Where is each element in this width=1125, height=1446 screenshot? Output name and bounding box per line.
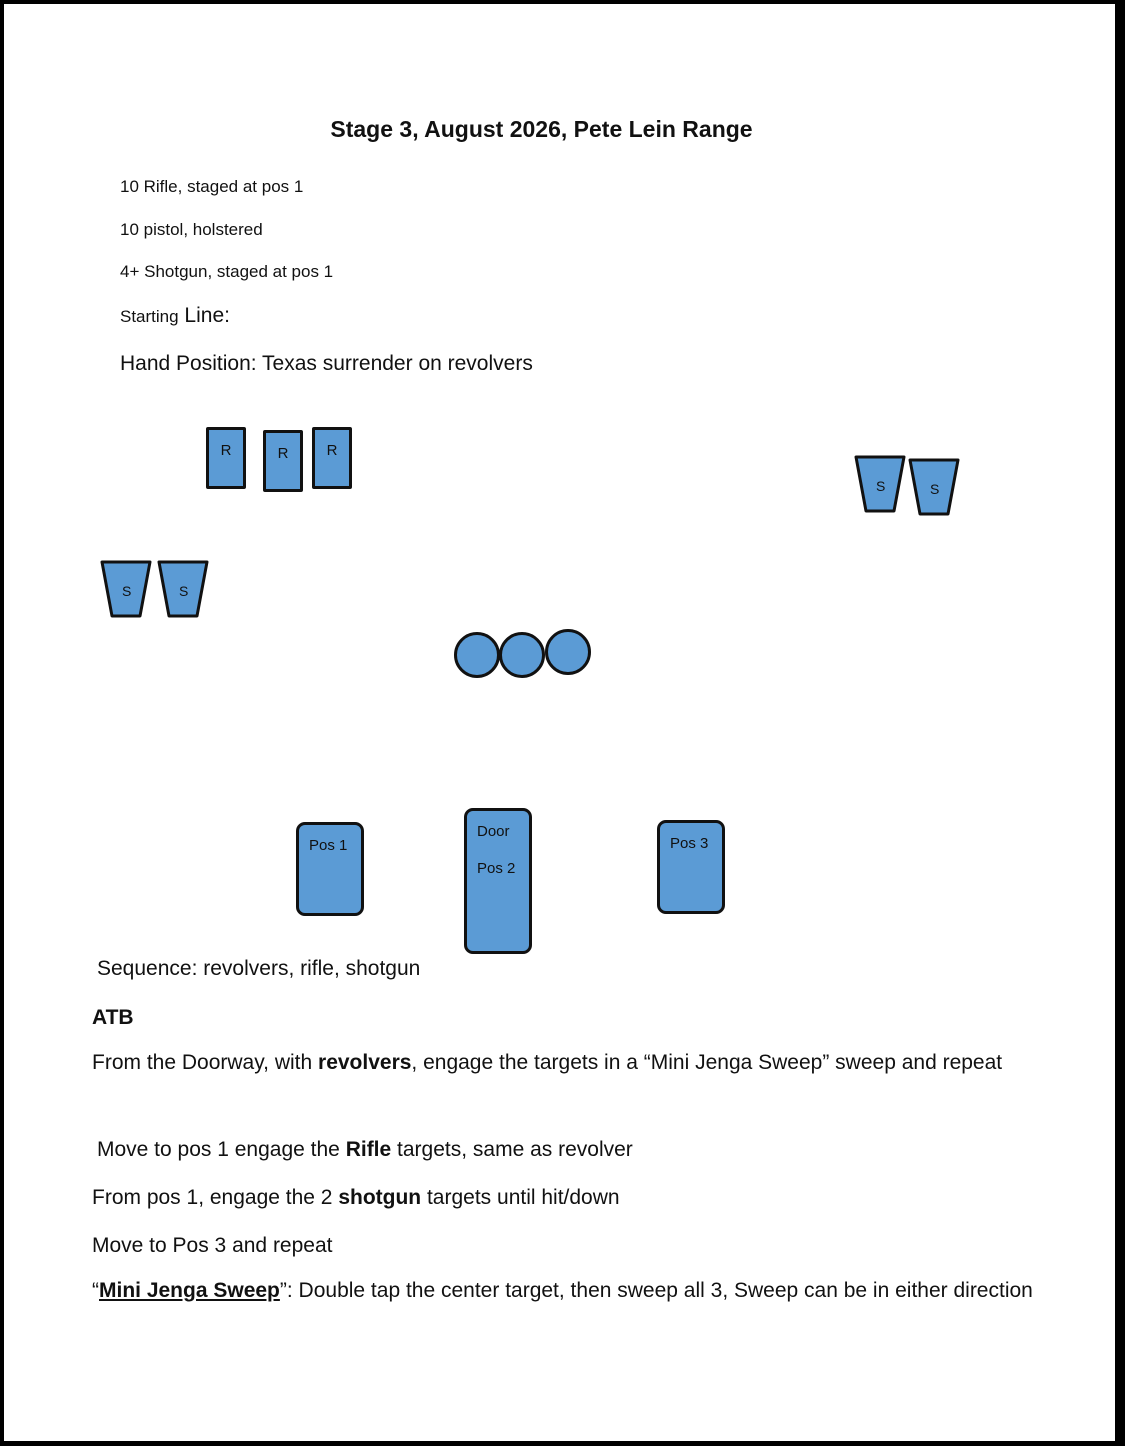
shotgun-target-label: S: [122, 583, 132, 599]
shotgun-target-label: S: [930, 481, 940, 497]
shotgun-target-right-1: [854, 455, 906, 513]
step-1-text-a: From the Doorway, with: [92, 1051, 319, 1074]
position-3-label: Pos 3: [670, 835, 709, 852]
door-label: Door: [477, 823, 510, 840]
step-3: [92, 1186, 620, 1210]
step-2-text-a: Move to pos 1 engage the: [97, 1138, 346, 1161]
position-2-label: Pos 2: [477, 860, 516, 877]
definition-quote-open: “: [92, 1279, 99, 1302]
step-1-text-bold: revolvers: [318, 1051, 412, 1074]
shotgun-target-left-2: [157, 560, 209, 618]
revolver-target-1: [454, 632, 500, 678]
atb-heading: ATB: [92, 1006, 134, 1029]
position-1-label: Pos 1: [309, 837, 348, 854]
page-title: Stage 3, August 2026, Pete Lein Range: [330, 116, 753, 142]
revolver-target-2: [499, 632, 545, 678]
step-3-text-c: targets until hit/down: [421, 1186, 620, 1209]
revolver-target-3: [545, 629, 591, 675]
shotgun-target-right-2: [908, 458, 960, 516]
shotgun-target-left-1: [100, 560, 152, 618]
shotgun-requirement: 4+ Shotgun, staged at pos 1: [120, 262, 334, 281]
hand-position: Hand Position: Texas surrender on revolvers: [120, 352, 533, 375]
step-1: [92, 1044, 1052, 1081]
document-page: [4, 4, 1115, 1441]
rifle-requirement: 10 Rifle, staged at pos 1: [120, 177, 304, 196]
position-3: [657, 820, 725, 914]
step-3-text-a: From pos 1, engage the 2: [92, 1186, 339, 1209]
starting-line-suffix: Line:: [178, 304, 230, 327]
rifle-target-1: R: [206, 427, 246, 489]
position-2-door: [464, 808, 532, 954]
step-2-text-bold: Rifle: [345, 1138, 392, 1161]
shotgun-target-label: S: [179, 583, 189, 599]
sequence: Sequence: revolvers, rifle, shotgun: [97, 957, 421, 980]
position-1: [296, 822, 364, 916]
step-1-text-c: , engage the targets in a “Mini Jenga Sweep” sweep and repeat: [411, 1051, 1003, 1074]
mini-jenga-definition: [92, 1272, 1062, 1309]
definition-term: Mini Jenga Sweep: [99, 1279, 280, 1302]
step-3-text-bold: shotgun: [338, 1186, 422, 1209]
starting-line-prefix: Starting: [120, 307, 179, 326]
step-2: [97, 1138, 633, 1162]
rifle-target-2: R: [263, 430, 303, 492]
step-2-text-c: targets, same as revolver: [391, 1138, 633, 1161]
pistol-requirement: 10 pistol, holstered: [120, 220, 263, 239]
rifle-target-3: R: [312, 427, 352, 489]
shotgun-target-label: S: [876, 478, 886, 494]
starting-line: [120, 304, 230, 328]
step-4: Move to Pos 3 and repeat: [92, 1234, 333, 1257]
definition-text: ”: Double tap the center target, then sweep all 3, Sweep can be in either direction: [279, 1279, 1033, 1302]
